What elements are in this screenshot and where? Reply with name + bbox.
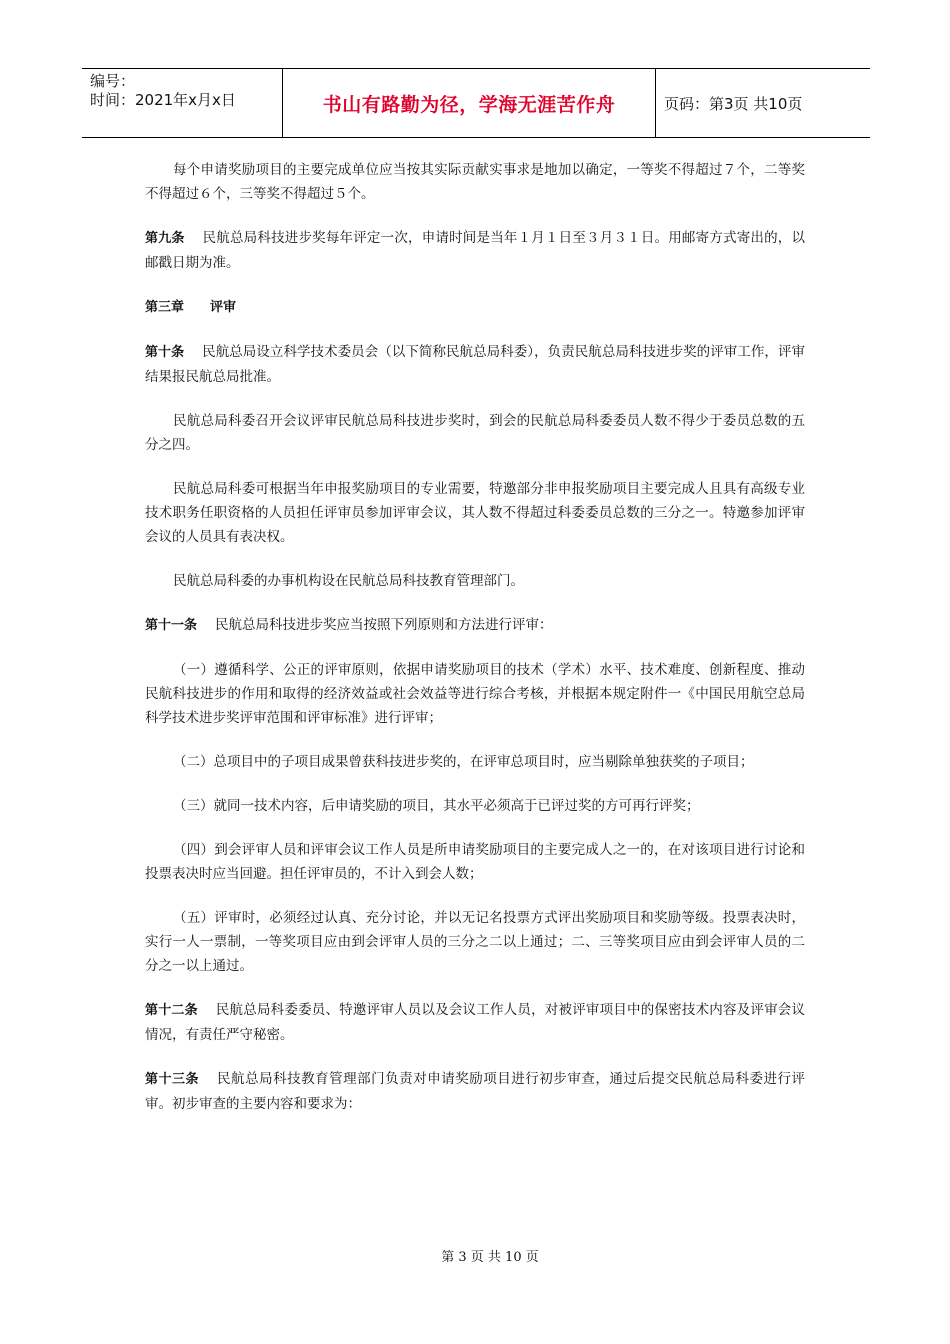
list-item: （二）总项目中的子项目成果曾获科技进步奖的，在评审总项目时，应当剔除单独获奖的子项目；: [173, 754, 754, 770]
article-label: 第十三条: [145, 1072, 200, 1087]
chapter-label: 第三章 评审: [145, 300, 237, 315]
article-9: [145, 226, 805, 275]
page-footer: [0, 1246, 950, 1265]
article-label: 第十条: [145, 345, 185, 360]
document-time-label: 时间：2021年x月x日: [90, 91, 236, 109]
chapter-heading: [145, 295, 805, 320]
header-page-info: 页码：第3页 共10页: [664, 94, 803, 113]
paragraph: 每个申请奖励项目的主要完成单位应当按其实际贡献实事求是地加以确定，一等奖不得超过７个，二等奖不得超过６个，三等奖不得超过５个。: [145, 162, 805, 202]
paragraph: 民航总局科委的办事机构设在民航总局科技教育管理部门。: [173, 573, 524, 589]
article-text: 民航总局科技教育管理部门负责对申请奖励项目进行初步审查，通过后提交民航总局科委进行评审。初步审查的主要内容和要求为：: [145, 1071, 805, 1112]
document-number-label: 编号：: [90, 72, 136, 90]
article-label: 第十一条: [145, 618, 198, 633]
header-motto: 书山有路勤为径，学海无涯苦作舟: [283, 69, 656, 137]
article-text: 民航总局设立科学技术委员会（以下简称民航总局科委），负责民航总局科技进步奖的评审工作，评审结果报民航总局批准。: [145, 344, 805, 385]
article-text: 民航总局科技进步奖应当按照下列原则和方法进行评审：: [215, 617, 553, 633]
header-meta-cell: [82, 69, 283, 137]
list-item: （五）评审时，必须经过认真、充分讨论，并以无记名投票方式评出奖励项目和奖励等级。投票表决时，实行一人一票制，一等奖项目应由到会评审人员的三分之二以上通过；二、三等奖项目应由到会评审人员的二分之一以上通过。: [145, 910, 805, 974]
article-10: [145, 340, 805, 389]
list-item: （三）就同一技术内容，后申请奖励的项目，其水平必须高于已评过奖的方可再行评奖；: [173, 798, 700, 814]
document-body: [145, 158, 805, 1136]
paragraph: 民航总局科委召开会议评审民航总局科技进步奖时，到会的民航总局科委委员人数不得少于委员总数的五分之四。: [145, 413, 805, 453]
article-label: 第十二条: [145, 1003, 198, 1018]
article-12: [145, 998, 805, 1047]
list-item: （四）到会评审人员和评审会议工作人员是所申请奖励项目的主要完成人之一的，在对该项目进行讨论和投票表决时应当回避。担任评审员的，不计入到会人数；: [145, 842, 805, 882]
list-item: （一）遵循科学、公正的评审原则，依据申请奖励项目的技术（学术）水平、技术难度、创新程度、推动民航科技进步的作用和取得的经济效益或社会效益等进行综合考核，并根据本规定附件一《中国民用航空总局科学技术进步奖评审范围和评审标准》进行评审；: [145, 662, 805, 726]
paragraph: 民航总局科委可根据当年申报奖励项目的专业需要，特邀部分非申报奖励项目主要完成人且具有高级专业技术职务任职资格的人员担任评审员参加评审会议，其人数不得超过科委委员总数的三分之一。特邀参加评审会议的人员具有表决权。: [145, 481, 805, 545]
article-label: 第九条: [145, 231, 185, 246]
article-13: [145, 1067, 805, 1116]
footer-page-number: 第 3 页 共 10 页: [441, 1250, 539, 1265]
article-text: 民航总局科委委员、特邀评审人员以及会议工作人员，对被评审项目中的保密技术内容及评审会议情况，有责任严守秘密。: [145, 1002, 805, 1043]
article-text: 民航总局科技进步奖每年评定一次，申请时间是当年１月１日至３月３１日。用邮寄方式寄出的，以邮戳日期为准。: [145, 230, 805, 271]
article-11: [145, 613, 805, 638]
header-table: [82, 68, 870, 138]
